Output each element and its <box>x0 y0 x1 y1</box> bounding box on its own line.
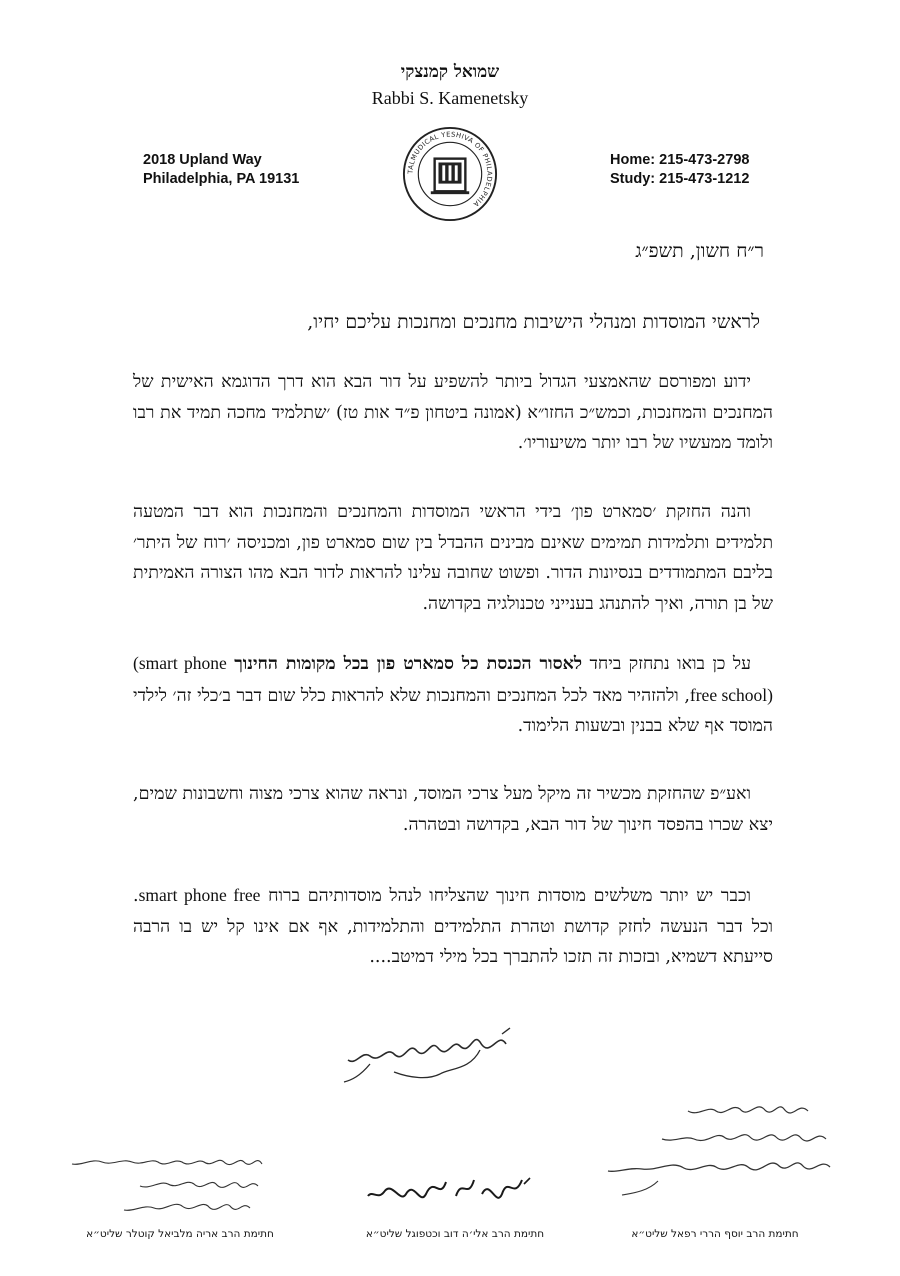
paragraph-3-start: על כן בואו נתחזק ביחד <box>582 654 751 674</box>
signature-eliyahu-dov-wachtfogel <box>362 1170 532 1210</box>
paragraph-1 <box>133 367 773 459</box>
paragraph-2 <box>133 497 773 619</box>
paragraph-4-text: ואע״פ שהחזקת מכשיר זה מיקל מעל צרכי המוסד, ונראה שהוא צרכי מצוה וחשבונות שמים, יצא שכרו בהפסד חינוך של דור הבא, בקדושה ובטהרה. <box>133 784 773 835</box>
paragraph-5-start: וכבר יש יותר משלשים מוסדות חינוך שהצליחו לנהל מוסדותיהם ברוח <box>268 886 751 906</box>
phone-study: Study: 215-473-1212 <box>610 171 750 187</box>
paragraph-4 <box>133 779 773 840</box>
paragraph-5 <box>133 880 773 973</box>
paragraph-2-text: והנה החזקת ׳סמארט פון׳ בידי הראשי המוסדות והמחנכים והמחנכות הוא דבר המטעה תלמידים ותלמידות תמימים שאינם מבינים ההבדל בין שום סמארט פון, ומכניסה ׳רוח של היתר׳ בליבם המתמודדים בנסיונות הדור. ופשוט שחובה עלינו להראות לדור הבא מהו הצורה האמיתית של בן תורה, ואיך להתנהג בענייני טכנולגיה בקדושה. <box>133 502 773 614</box>
address-line-2: Philadelphia, PA 19131 <box>143 171 300 187</box>
caption-signature-middle: חתימת הרב אלי׳ה דוב וכטפוגל שליט״א <box>365 1228 545 1240</box>
signature-yosef-harari-raphael <box>598 1095 838 1205</box>
caption-signature-right: חתימת הרב יוסף הררי רפאל שליט״א <box>631 1228 799 1240</box>
yeshiva-seal-logo <box>402 126 498 222</box>
letterhead-name-hebrew: שמואל קמנצקי <box>400 62 500 82</box>
letter-date: ר״ח חשון, תשפ״ג <box>635 240 764 262</box>
paragraph-3-end: , ולהזהיר מאד לכל המחנכים והמחנכות שלא להראות כלל שום דבר ב׳כלי זה׳ לילדי המוסד אף שלא בבנין ובשעות הלימוד. <box>133 685 773 736</box>
address-line-1: 2018 Upland Way <box>143 152 262 168</box>
caption-signature-left: חתימת הרב אריה מלביאל קוטלר שליט״א <box>86 1228 274 1240</box>
paragraph-1-text: ידוע ומפורסם שהאמצעי הגדול ביותר להשפיע על דור הבא הוא דרך הדוגמא האישית של המחנכים והמחנכות, וכמש״כ החזו״א (אמונה ביטחון פ״ד אות טז) ׳שתלמיד מחכה תמיד את רבו ולומד ממעשיו של רבו יותר משיעוריו׳. <box>133 372 773 453</box>
address-block <box>143 151 299 189</box>
main-signature <box>330 1020 520 1090</box>
paragraph-3 <box>133 648 773 742</box>
phone-home: Home: 215-473-2798 <box>610 152 750 168</box>
letter-salutation: לראשי המוסדות ומנהלי הישיבות מחנכים ומחנכות עליכם יחיו, <box>307 311 760 333</box>
letterhead-name-english: Rabbi S. Kamenetsky <box>371 88 529 108</box>
paragraph-5-end: . וכל דבר הנעשה לחזק קדושת וטהרת התלמידים והתלמידות, אף אם אינו קל יש בו הרבה סייעתא דשמיא, ובזכות זה תזכו להתברך בכל מילי דמיטב.... <box>133 886 773 967</box>
signature-aryeh-malkiel-kotler <box>62 1150 272 1230</box>
phone-block <box>610 151 749 189</box>
seal-ring-text: TALMUDICAL YESHIVA OF PHILADELPHIA <box>406 130 494 209</box>
paragraph-3-english: (smart phone free school) <box>133 653 773 705</box>
paragraph-5-english: smart phone free <box>138 885 261 905</box>
paragraph-3-bold: לאסור הכנסת כל סמארט פון בכל מקומות החינוך <box>234 654 583 674</box>
